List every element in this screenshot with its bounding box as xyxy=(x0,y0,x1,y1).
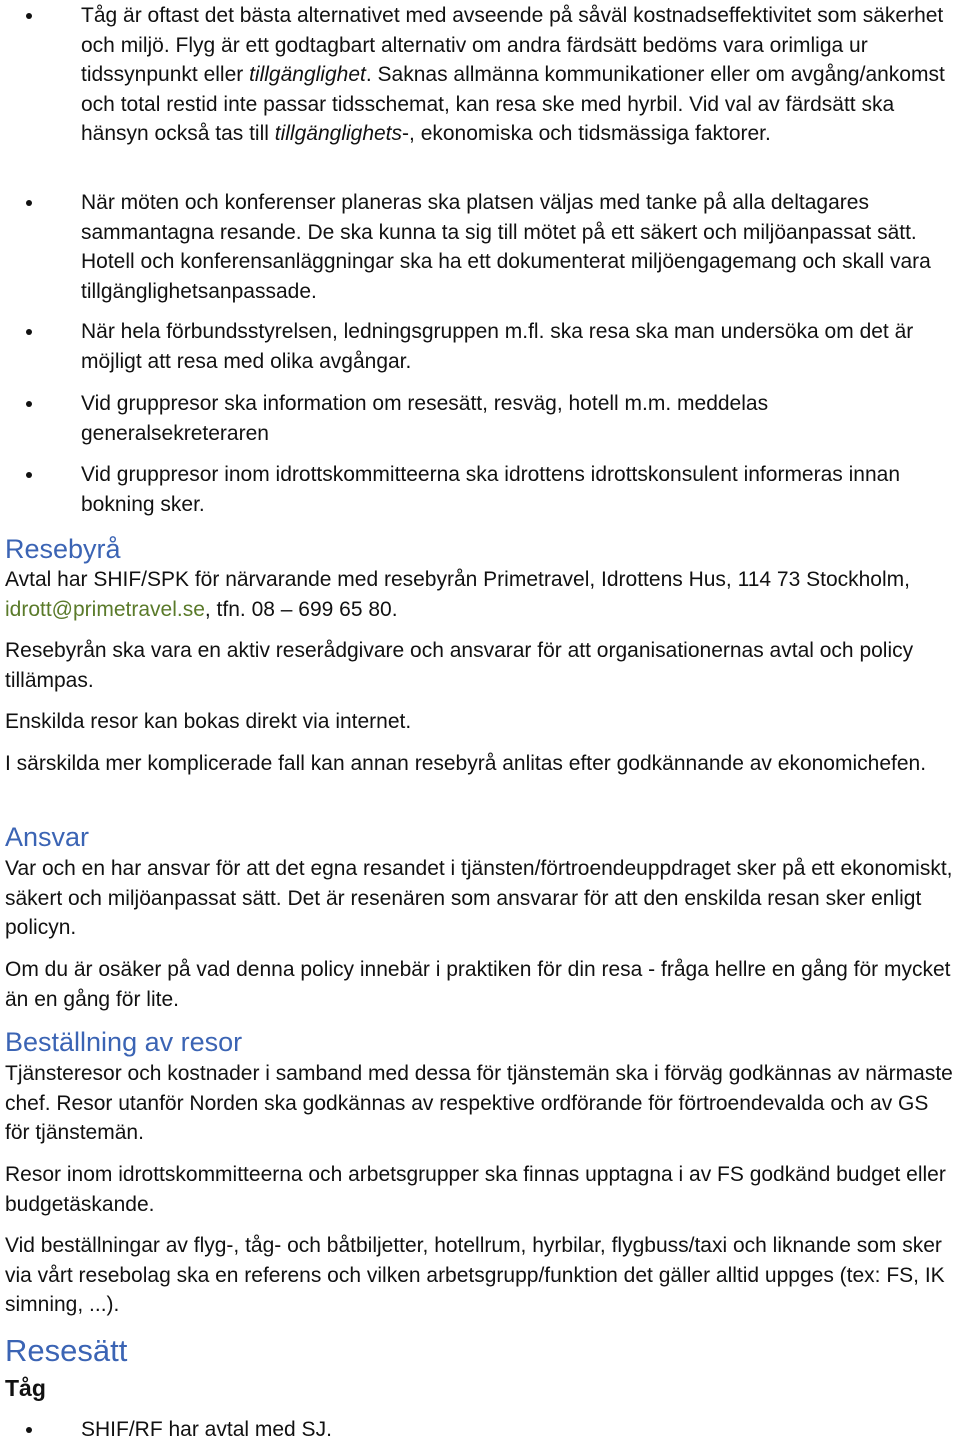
text-run: Vid gruppresor inom idrottskommitteerna ska idrottens idrottskonsulent informeras innan bokning sker. xyxy=(81,463,900,516)
text-run: Vid gruppresor ska information om resesätt, resväg, hotell m.m. meddelas generalsekreteraren xyxy=(81,392,769,445)
heading-bestallning: Beställning av resor xyxy=(5,1027,243,1057)
ansvar-paragraph-1: Var och en har ansvar för att det egna resandet i tjänsten/förtroendeuppdraget sker på ett ekonomiskt, säkert och miljöanpassat sätt. Det är resenären som ansvarar för att den enskilda resan sker enligt policyn. xyxy=(5,857,953,939)
list-item xyxy=(81,460,956,519)
bullet-icon xyxy=(26,329,32,335)
subheading-tag: Tåg xyxy=(5,1375,46,1401)
bullet-icon xyxy=(26,13,32,19)
heading-ansvar: Ansvar xyxy=(5,822,90,852)
text-run: . Saknas allmänna kommunikationer eller om avgång/ankomst och total restid inte passar tidsschemat, kan resa ske med hyrbil. Vid val av färdsätt ska hänsyn också tas till xyxy=(81,63,945,145)
bullet-text-sj: SHIF/RF har avtal med SJ. xyxy=(81,1418,332,1441)
resebyra-contact-paragraph xyxy=(5,565,957,624)
bestallning-paragraph-1: Tjänsteresor och kostnader i samband med dessa för tjänstemän ska i förväg godkännas av närmaste chef. Resor utanför Norden ska godkännas av respektive ordförande för förtroendevalda och av GS för tjänstemän. xyxy=(5,1062,953,1144)
list-item xyxy=(81,389,956,448)
bullet-text-5 xyxy=(81,463,900,516)
resebyra-paragraph-3: Enskilda resor kan bokas direkt via internet. xyxy=(5,710,412,733)
italic-run: tillgänglighet xyxy=(249,63,366,86)
bestallning-paragraph-2: Resor inom idrottskommitteerna och arbetsgrupper ska finnas upptagna i av FS godkänd budget eller budgetäskande. xyxy=(5,1163,946,1216)
bestallning-paragraph-3: Vid beställningar av flyg-, tåg- och båtbiljetter, hotellrum, hyrbilar, flygbuss/taxi och liknande som sker via vårt resebolag ska en referens och vilken arbetsgrupp/funktion det gäller alltid uppges (tex: FS, IK simning, ...). xyxy=(5,1234,945,1316)
bullet-icon xyxy=(26,200,32,206)
email-link[interactable]: idrott@primetravel.se xyxy=(5,597,205,621)
ansvar-paragraph-2: Om du är osäker på vad denna policy innebär i praktiken för din resa - fråga hellre en gång för mycket än en gång för lite. xyxy=(5,958,951,1011)
bullet-icon xyxy=(26,1427,32,1433)
bullet-icon xyxy=(26,401,32,407)
list-item xyxy=(81,317,956,376)
text-run: När hela förbundsstyrelsen, ledningsgruppen m.fl. ska resa ska man undersöka om det är möjligt att resa med olika avgångar. xyxy=(81,320,914,373)
text-run: När möten och konferenser planeras ska platsen väljas med tanke på alla deltagares sammantagna resande. De ska kunna ta sig till mötet på ett säkert och miljöanpassat sätt. Hotell och konferensanläggningar ska ha ett dokumenterat miljöengagemang och skall vara tillgänglighetsanpassade. xyxy=(81,191,931,303)
italic-run: tillgänglighets xyxy=(274,122,403,145)
heading-resesatt: Resesätt xyxy=(5,1333,128,1368)
list-item xyxy=(81,188,956,306)
resebyra-phone-text: , tfn. 08 – 699 65 80. xyxy=(204,597,398,621)
text-run: -, ekonomiska och tidsmässiga faktorer. xyxy=(402,122,771,145)
heading-resebyra: Resebyrå xyxy=(5,534,121,564)
list-item xyxy=(81,1415,956,1445)
bullet-text-4 xyxy=(81,392,768,445)
bullet-text-1 xyxy=(81,4,945,145)
bullet-text-3 xyxy=(81,320,913,373)
resebyra-text: Avtal har SHIF/SPK för närvarande med resebyrån Primetravel, Idrottens Hus, 114 73 Stockholm, xyxy=(5,568,910,591)
bullet-text-2 xyxy=(81,191,931,303)
list-item xyxy=(81,1,956,149)
resebyra-paragraph-4: I särskilda mer komplicerade fall kan annan resebyrå anlitas efter godkännande av ekonomichefen. xyxy=(5,752,927,775)
text-run: Tåg är oftast det bästa alternativet med avseende på såväl kostnadseffektivitet som säkerhet och miljö. Flyg är ett godtagbart alternativ om andra färdsätt bedöms vara orimliga ur tidssynpunkt eller xyxy=(81,4,944,86)
bullet-icon xyxy=(26,472,32,478)
resebyra-paragraph-2: Resebyrån ska vara en aktiv reserådgivare och ansvarar för att organisationernas avtal och policy tillämpas. xyxy=(5,639,914,692)
